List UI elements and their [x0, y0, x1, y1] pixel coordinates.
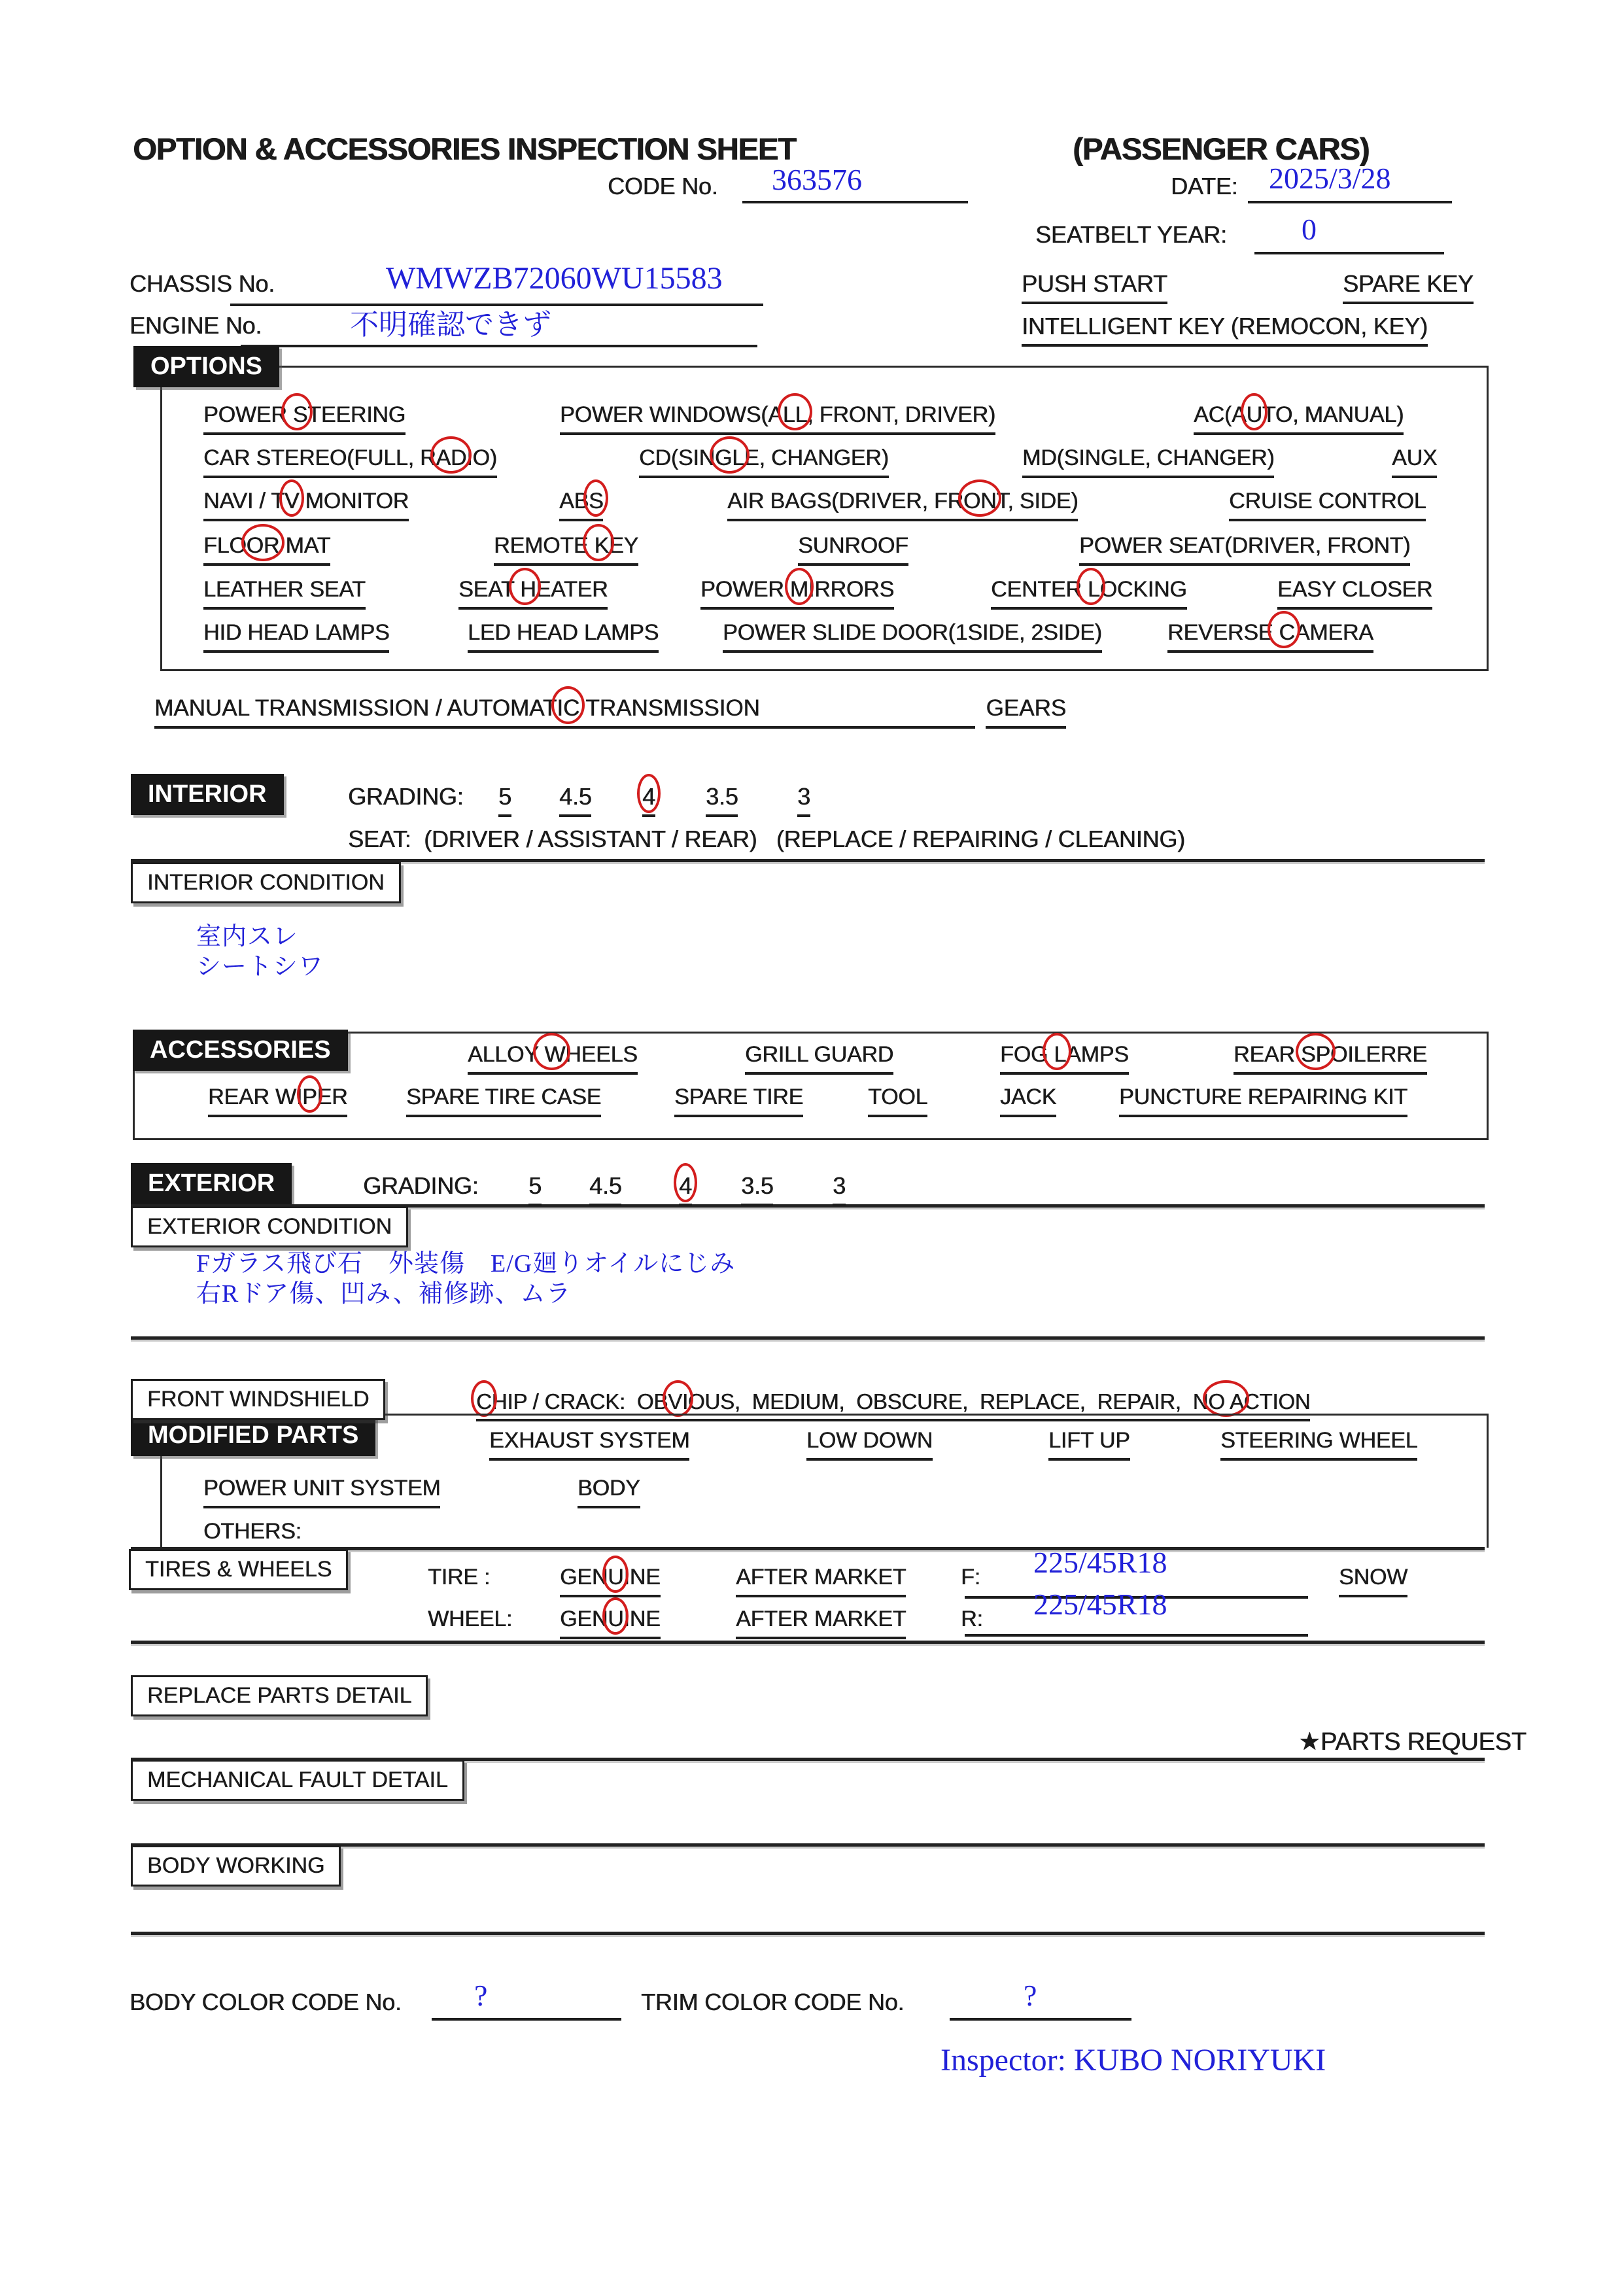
- wheel-prefix: WHEEL:: [428, 1607, 513, 1631]
- red-circle-mark: GL: [714, 445, 744, 470]
- interior-note-item: シートシワ: [196, 953, 324, 981]
- tire-prefix: TIRE :: [428, 1565, 491, 1590]
- exterior-grade-5: 5: [528, 1172, 542, 1206]
- red-circle-mark: ON: [963, 489, 997, 513]
- parts-request-label: ★PARTS REQUEST: [1298, 1728, 1527, 1756]
- date-value: 2025/3/28: [1269, 162, 1391, 195]
- modified-parts-section-label: MODIFIED PARTS: [131, 1415, 375, 1456]
- option-hid-head-lamps: HID HEAD LAMPS: [203, 620, 389, 653]
- date-label: DATE:: [1171, 173, 1238, 200]
- red-circle-mark: LL: [782, 402, 808, 427]
- accessory-rear-wiper: REAR WIPER: [208, 1085, 347, 1117]
- interior-grade-3-5: 3.5: [706, 783, 738, 817]
- page-title: OPTION & ACCESSORIES INSPECTION SHEET: [133, 131, 796, 166]
- rear-tire-value: 225/45R18: [1033, 1588, 1167, 1621]
- front-tire-value: 225/45R18: [1033, 1546, 1167, 1579]
- wheel-after-market: AFTER MARKET: [736, 1607, 906, 1639]
- page-subtitle: (PASSENGER CARS): [1073, 131, 1370, 166]
- exterior-grade-4: [679, 1172, 692, 1206]
- accessory-puncture-repairing-kit: PUNCTURE REPAIRING KIT: [1119, 1085, 1407, 1117]
- engine-label: ENGINE No.: [129, 312, 262, 339]
- modified-part-body: BODY: [578, 1476, 640, 1508]
- interior-grade-4-5: 4.5: [559, 783, 591, 817]
- interior-condition-label: INTERIOR CONDITION: [131, 862, 401, 903]
- option-led-head-lamps: LED HEAD LAMPS: [468, 620, 659, 653]
- modified-part-exhaust-system: EXHAUST SYSTEM: [489, 1428, 689, 1461]
- wheel-genuine: GENUINE: [560, 1607, 661, 1639]
- option-power-mirrors: POWER MIRRORS: [700, 577, 894, 610]
- transmission-row: [154, 695, 1066, 729]
- red-circle-mark: U: [1246, 402, 1262, 427]
- red-circle-mark: C: [1273, 620, 1295, 645]
- red-circle-mark: OR: [246, 533, 280, 558]
- accessory-jack: JACK: [1000, 1085, 1056, 1117]
- red-circle-mark: L: [1081, 577, 1100, 602]
- replace-parts-detail-label: REPLACE PARTS DETAIL: [131, 1675, 428, 1716]
- red-circle-mark: 4: [679, 1172, 692, 1199]
- windshield-chip-crack-line: CHIP / CRACK: OBVIOUS, MEDIUM, OBSCURE, REPLACE, REPAIR, NO ACTION: [476, 1389, 1310, 1421]
- option-easy-closer: EASY CLOSER: [1277, 577, 1432, 610]
- option-remote-key: REMOTE KEY: [494, 533, 638, 566]
- exterior-grade-3-5: 3.5: [741, 1172, 773, 1206]
- transmission-phrase: MANUAL TRANSMISSION / AUTOMATIC TRANSMISSION: [154, 695, 760, 729]
- interior-note-item: 室内スレ: [196, 923, 299, 950]
- chassis-label: CHASSIS No.: [129, 270, 275, 297]
- option-floor-mat: FLOOR MAT: [203, 533, 330, 566]
- option-center-locking: CENTER LOCKING: [991, 577, 1187, 610]
- snow-label: SNOW: [1339, 1565, 1407, 1597]
- interior-seat-line: SEAT: (DRIVER / ASSISTANT / REAR) (REPLACE / REPAIRING / CLEANING): [348, 826, 1185, 852]
- red-circle-mark: VI: [668, 1389, 688, 1414]
- accessory-tool: TOOL: [868, 1085, 927, 1117]
- code-value: 363576: [772, 163, 862, 196]
- code-label: CODE No.: [608, 173, 718, 200]
- seatbelt-underline: [1254, 252, 1444, 254]
- seatbelt-year-value: 0: [1302, 213, 1317, 246]
- red-circle-mark: V: [284, 489, 300, 513]
- red-circle-mark: K: [588, 533, 609, 558]
- interior-section-label: INTERIOR: [131, 774, 284, 815]
- options-section-label: OPTIONS: [133, 346, 279, 387]
- date-underline: [1248, 201, 1452, 203]
- interior-grade-5: 5: [498, 783, 511, 817]
- exterior-grade-3: 3: [833, 1172, 846, 1206]
- option-power-windows-all-front-driver: POWER WINDOWS(ALL, FRONT, DRIVER): [560, 402, 995, 435]
- red-circle-mark: M: [789, 577, 808, 602]
- tires-wheels-label: TIRES & WHEELS: [129, 1549, 348, 1590]
- exterior-condition-label: EXTERIOR CONDITION: [131, 1206, 408, 1247]
- intelligent-key: INTELLIGENT KEY (REMOCON, KEY): [1022, 313, 1428, 347]
- accessory-rear-spoilerre: REAR SPOILERRE: [1234, 1042, 1427, 1075]
- exterior-note-f-e-g: Fガラス飛び石 外装傷 E/G廻りオイルにじみ: [196, 1250, 736, 1278]
- spare-key: SPARE KEY: [1343, 270, 1474, 304]
- red-circle-mark: L: [1048, 1042, 1067, 1067]
- modified-part-others: OTHERS:: [203, 1519, 302, 1552]
- interior-grade-4: [642, 783, 655, 817]
- option-cd-single-changer: CD(SINGLE, CHANGER): [639, 445, 889, 478]
- option-navi-tv-monitor: NAVI / TV MONITOR: [203, 489, 409, 521]
- accessory-fog-lamps: FOG LAMPS: [1000, 1042, 1129, 1075]
- option-sunroof: SUNROOF: [798, 533, 908, 566]
- front-windshield-label: FRONT WINDSHIELD: [131, 1379, 385, 1420]
- code-underline: [742, 201, 968, 203]
- red-circle-mark: IC: [557, 695, 580, 721]
- option-abs: ABS: [559, 489, 603, 521]
- exterior-section-label: EXTERIOR: [131, 1163, 292, 1204]
- accessory-spare-tire-case: SPARE TIRE CASE: [406, 1085, 601, 1117]
- body-working-label: BODY WORKING: [131, 1845, 341, 1887]
- body-color-code-value: ?: [474, 1979, 488, 2012]
- red-circle-mark: U: [608, 1607, 624, 1631]
- red-circle-mark: 4: [642, 783, 655, 810]
- option-air-bags-driver-front-side: AIR BAGS(DRIVER, FRONT, SIDE): [727, 489, 1078, 521]
- red-circle-mark: AD: [436, 445, 467, 470]
- option-power-steering: POWER STEERING: [203, 402, 406, 435]
- red-circle-mark: S: [286, 402, 308, 427]
- red-circle-mark: H: [513, 577, 536, 602]
- trim-color-code-label: TRIM COLOR CODE No.: [641, 1989, 905, 2015]
- divider: [131, 1932, 1485, 1935]
- modified-part-lift-up: LIFT UP: [1048, 1428, 1130, 1461]
- chassis-value: WMWZB72060WU15583: [386, 261, 723, 296]
- exterior-note-r: 右Rドア傷、凹み、補修跡、ムラ: [196, 1280, 572, 1308]
- tire-after-market: AFTER MARKET: [736, 1565, 906, 1597]
- divider: [131, 1641, 1485, 1644]
- seatbelt-year-label: SEATBELT YEAR:: [1035, 221, 1227, 248]
- push-start: PUSH START: [1022, 270, 1167, 304]
- red-circle-mark: SP: [1300, 1042, 1330, 1067]
- divider: [131, 1336, 1485, 1340]
- body-color-underline: [432, 2018, 621, 2021]
- exterior-grading-label: GRADING:: [363, 1172, 479, 1199]
- rear-tire-label: R:: [961, 1607, 983, 1631]
- accessories-section-label: ACCESSORIES: [133, 1030, 348, 1071]
- red-circle-mark: U: [608, 1565, 624, 1590]
- modified-part-steering-wheel: STEERING WHEEL: [1220, 1428, 1417, 1461]
- rear-tire-underline: [965, 1634, 1308, 1637]
- red-circle-mark: C: [476, 1389, 492, 1414]
- option-cruise-control: CRUISE CONTROL: [1229, 489, 1426, 521]
- interior-grading-label: GRADING:: [348, 783, 464, 810]
- interior-grade-3: 3: [797, 783, 810, 817]
- modified-part-power-unit-system: POWER UNIT SYSTEM: [203, 1476, 440, 1508]
- front-tire-label: F:: [961, 1565, 980, 1590]
- option-car-stereo-full-radio: CAR STEREO(FULL, RADIO): [203, 445, 497, 478]
- mechanical-fault-detail-label: MECHANICAL FAULT DETAIL: [131, 1760, 464, 1801]
- red-circle-mark: O A: [1208, 1389, 1244, 1414]
- option-aux: AUX: [1392, 445, 1437, 478]
- accessory-grill-guard: GRILL GUARD: [745, 1042, 893, 1075]
- option-seat-heater: SEAT HEATER: [458, 577, 608, 610]
- option-power-seat-driver-front: POWER SEAT(DRIVER, FRONT): [1079, 533, 1410, 566]
- engine-underline: [241, 345, 757, 347]
- exterior-grade-4-5: 4.5: [589, 1172, 621, 1206]
- modified-part-low-down: LOW DOWN: [806, 1428, 933, 1461]
- gears-blank-underline: [760, 695, 976, 729]
- engine-value: 不明確認できず: [350, 309, 551, 341]
- option-ac-auto-manual: AC(AUTO, MANUAL): [1194, 402, 1404, 435]
- red-circle-mark: S: [588, 489, 604, 513]
- accessory-alloy-wheels: ALLOY WHEELS: [468, 1042, 638, 1075]
- red-circle-mark: P: [302, 1085, 317, 1109]
- gears-label: GEARS: [986, 695, 1066, 729]
- trim-color-code-value: ?: [1024, 1979, 1037, 2012]
- option-leather-seat: LEATHER SEAT: [203, 577, 366, 610]
- trim-color-underline: [950, 2018, 1131, 2021]
- red-circle-mark: W: [538, 1042, 566, 1067]
- inspector-signature: Inspector: KUBO NORIYUKI: [940, 2043, 1326, 2078]
- option-power-slide-door-1side-2side: POWER SLIDE DOOR(1SIDE, 2SIDE): [723, 620, 1102, 653]
- body-color-code-label: BODY COLOR CODE No.: [129, 1989, 402, 2015]
- accessory-spare-tire: SPARE TIRE: [674, 1085, 803, 1117]
- option-reverse-camera: REVERSE CAMERA: [1167, 620, 1373, 653]
- option-md-single-changer: MD(SINGLE, CHANGER): [1022, 445, 1274, 478]
- tire-genuine: GENUINE: [560, 1565, 661, 1597]
